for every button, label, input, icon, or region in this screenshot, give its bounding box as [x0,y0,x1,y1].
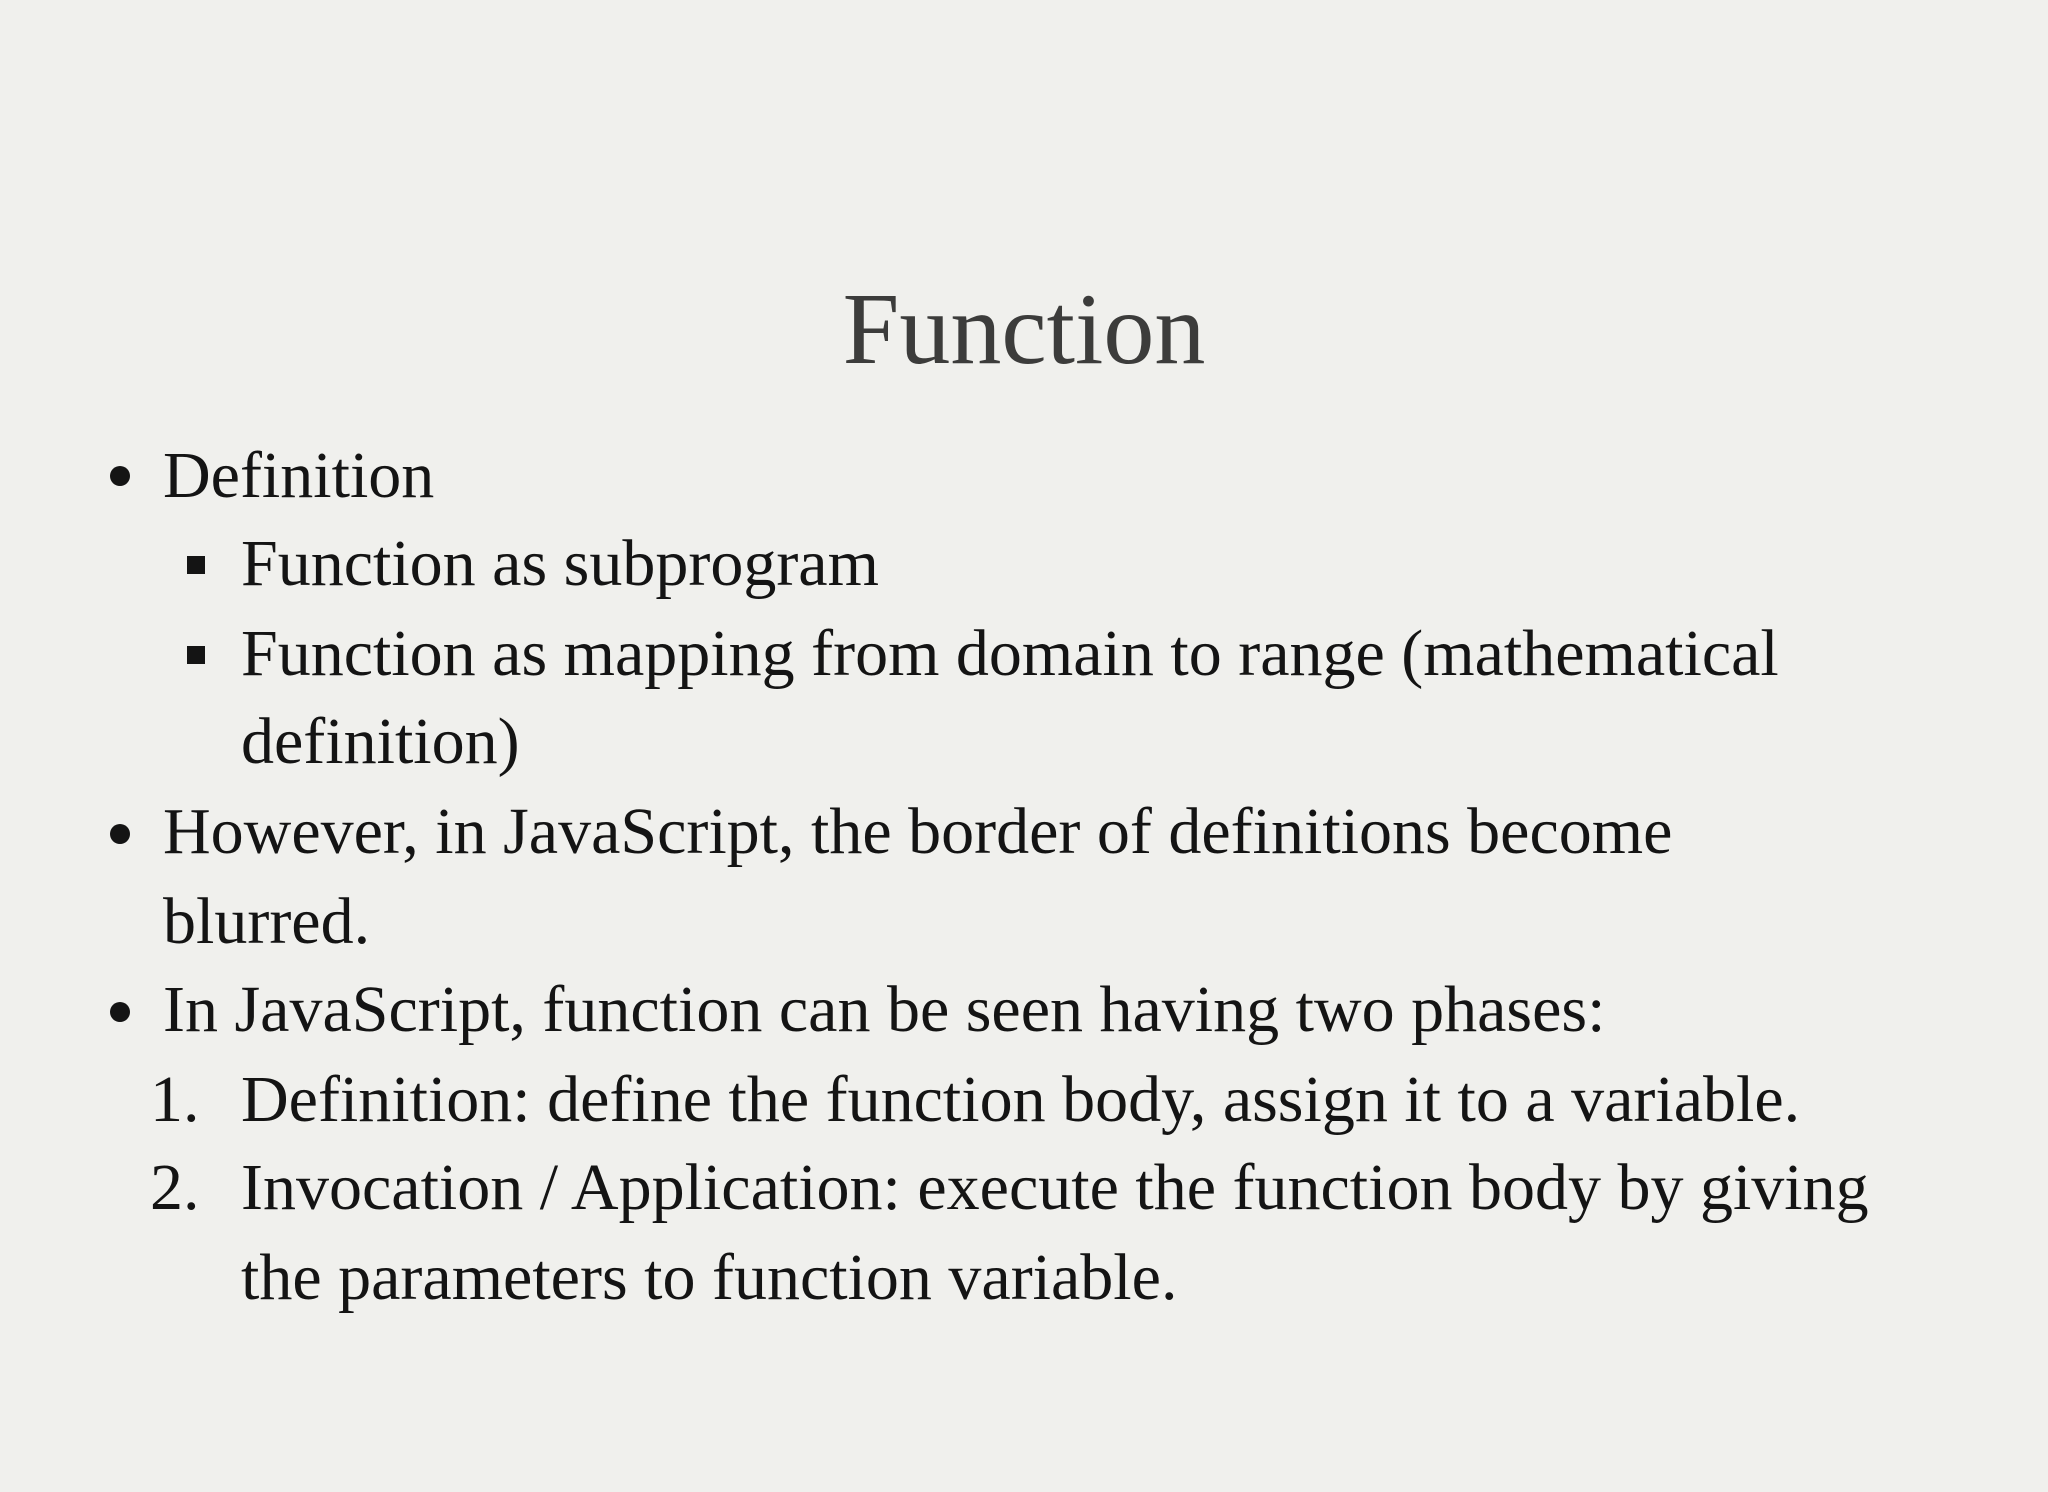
bullet-dot-icon [110,466,130,486]
bullet-square-icon [187,556,205,574]
bullet-dot-icon [110,1002,130,1022]
numbered-invocation-line-2: the parameters to function variable. [241,1241,1178,1314]
list-number: 1. [150,1063,200,1136]
subitem-subprogram: Function as subprogram [241,527,879,600]
subitem-mapping-line-2: definition) [241,705,520,778]
list-number: 2. [150,1151,200,1224]
subitem-mapping-line-1: Function as mapping from domain to range (mathematical [241,617,1779,690]
bullet-square-icon [187,646,205,664]
bullet-however-line-1: However, in JavaScript, the border of definitions become [163,795,1673,868]
numbered-definition: Definition: define the function body, assign it to a variable. [241,1063,1801,1136]
bullet-phases: In JavaScript, function can be seen having two phases: [163,973,1606,1046]
numbered-invocation-line-1: Invocation / Application: execute the function body by giving [241,1151,1869,1224]
slide-title: Function [842,273,1206,386]
bullet-definition: Definition [163,439,435,512]
bullet-dot-icon [110,824,130,844]
bullet-however-line-2: blurred. [163,885,371,958]
